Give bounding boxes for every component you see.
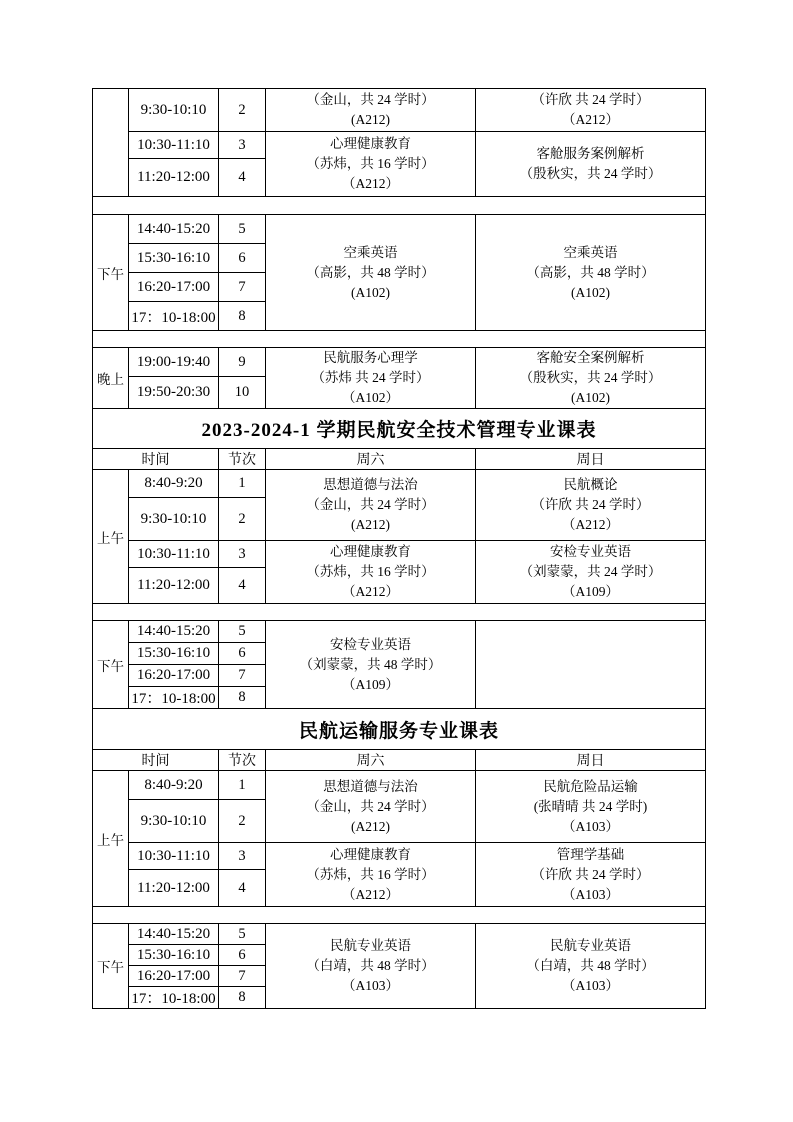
course-line: 安检专业英语 — [330, 636, 411, 652]
slot-cell: 8 — [219, 987, 266, 1009]
course-line: （A212） — [342, 176, 399, 191]
time-cell: 14:40-15:20 — [129, 621, 219, 643]
time-cell: 17：10-18:00 — [129, 987, 219, 1009]
course-cell-saturday — [266, 771, 476, 843]
time-cell: 11:20-12:00 — [129, 568, 219, 604]
course-line: （许欣 共 24 学时） — [531, 866, 650, 882]
table-row — [93, 89, 706, 132]
column-header-sunday: 周日 — [476, 750, 706, 771]
course-cell-saturday — [266, 924, 476, 1009]
slot-cell: 6 — [219, 244, 266, 273]
slot-cell: 5 — [219, 621, 266, 643]
course-line: （A212） — [342, 584, 399, 599]
slot-cell: 6 — [219, 945, 266, 966]
course-cell-sunday-empty — [476, 621, 706, 709]
slot-cell: 10 — [219, 377, 266, 409]
course-line: （白靖，共 48 学时） — [306, 958, 435, 973]
spacer-row — [93, 907, 706, 924]
period-cell-empty — [93, 89, 129, 197]
course-line: (A102) — [571, 390, 610, 405]
period-cell-evening: 晚上 — [93, 348, 129, 409]
course-line: 民航危险品运输 — [543, 778, 638, 794]
course-line: 思想道德与法治 — [323, 477, 418, 492]
slot-cell: 9 — [219, 348, 266, 377]
schedule-table — [92, 88, 706, 1009]
spacer-row — [93, 331, 706, 348]
table-row — [93, 470, 706, 498]
course-line: （金山，共 24 学时） — [306, 497, 435, 512]
course-line: 管理学基础 — [556, 846, 625, 862]
table-row — [93, 843, 706, 870]
course-line: （殷秋实，共 24 学时） — [519, 370, 662, 385]
course-line: (A212) — [351, 517, 390, 532]
time-cell: 19:00-19:40 — [129, 348, 219, 377]
course-line: 客舱服务案例解析 — [536, 146, 645, 161]
time-cell: 15:30-16:10 — [129, 244, 219, 273]
slot-cell: 4 — [219, 870, 266, 907]
course-cell-saturday — [266, 621, 476, 709]
course-line: 心理健康教育 — [330, 846, 411, 862]
time-cell: 8:40-9:20 — [129, 771, 219, 800]
time-cell: 16:20-17:00 — [129, 665, 219, 687]
slot-cell: 1 — [219, 771, 266, 800]
course-line: （A212） — [562, 517, 619, 532]
course-line: （金山，共 24 学时） — [306, 798, 435, 814]
course-line: (A212) — [351, 112, 390, 127]
course-cell-sunday — [476, 924, 706, 1009]
column-header-saturday: 周六 — [266, 449, 476, 470]
course-cell-saturday — [266, 215, 476, 331]
schedule-title-transport: 民航运输服务专业课表 — [93, 709, 706, 750]
spacer-row — [93, 604, 706, 621]
time-cell: 9:30-10:10 — [129, 498, 219, 541]
column-header-saturday: 周六 — [266, 750, 476, 771]
course-cell-sunday — [476, 843, 706, 907]
course-line: （A103） — [562, 886, 619, 902]
course-line: （苏炜，共 16 学时） — [306, 564, 435, 579]
slot-cell: 5 — [219, 215, 266, 244]
time-cell: 15:30-16:10 — [129, 945, 219, 966]
course-cell-sunday — [476, 541, 706, 604]
time-cell: 16:20-17:00 — [129, 966, 219, 987]
course-line: （A103） — [342, 978, 399, 993]
course-line: （A103） — [562, 818, 619, 834]
spacer-cell — [93, 331, 706, 348]
course-line: 心理健康教育 — [330, 544, 411, 559]
spacer-cell — [93, 197, 706, 215]
course-line: （A109） — [562, 584, 619, 599]
slot-cell: 8 — [219, 302, 266, 331]
course-line: （A212） — [342, 886, 399, 902]
table-row — [93, 215, 706, 244]
course-line: (A102) — [571, 284, 610, 300]
course-line: （殷秋实，共 24 学时） — [519, 166, 662, 181]
slot-cell: 4 — [219, 159, 266, 197]
course-line: (A102) — [351, 284, 390, 300]
course-line: （苏炜 共 24 学时） — [311, 370, 430, 385]
time-cell: 9:30-10:10 — [129, 89, 219, 132]
time-cell: 10:30-11:10 — [129, 843, 219, 870]
course-line: （刘蒙蒙，共 48 学时） — [299, 656, 442, 672]
title-row — [93, 409, 706, 449]
slot-cell: 2 — [219, 498, 266, 541]
title-row — [93, 709, 706, 750]
slot-cell: 6 — [219, 643, 266, 665]
course-line: （A212） — [562, 112, 619, 127]
period-cell-afternoon: 下午 — [93, 215, 129, 331]
course-line: 空乘英语 — [343, 244, 398, 260]
course-line: 空乘英语 — [563, 244, 618, 260]
table-row — [93, 771, 706, 800]
period-cell-afternoon: 下午 — [93, 924, 129, 1009]
course-cell-saturday — [266, 843, 476, 907]
table-row — [93, 132, 706, 159]
period-cell-afternoon: 下午 — [93, 621, 129, 709]
time-cell: 10:30-11:10 — [129, 541, 219, 568]
time-cell: 17：10-18:00 — [129, 302, 219, 331]
course-cell-saturday — [266, 541, 476, 604]
column-header-time: 时间 — [93, 750, 219, 771]
course-cell-sunday — [476, 132, 706, 197]
slot-cell: 5 — [219, 924, 266, 945]
column-header-sunday: 周日 — [476, 449, 706, 470]
course-line: 民航专业英语 — [330, 938, 411, 953]
course-line: 心理健康教育 — [330, 136, 411, 151]
course-line: 民航概论 — [563, 477, 618, 492]
course-line: （高影，共 48 学时） — [306, 264, 435, 280]
course-cell-saturday — [266, 348, 476, 409]
course-cell-saturday — [266, 132, 476, 197]
course-line: （刘蒙蒙，共 24 学时） — [519, 564, 662, 579]
course-line: 安检专业英语 — [550, 544, 631, 559]
course-line: (张晴晴 共 24 学时) — [533, 798, 648, 814]
spacer-cell — [93, 907, 706, 924]
time-cell: 19:50-20:30 — [129, 377, 219, 409]
column-header-time: 时间 — [93, 449, 219, 470]
slot-cell: 7 — [219, 966, 266, 987]
course-cell-sunday — [476, 348, 706, 409]
table-row — [93, 621, 706, 643]
period-cell-morning: 上午 — [93, 470, 129, 604]
course-line: （许欣 共 24 学时） — [531, 92, 650, 107]
course-line: （苏炜，共 16 学时） — [306, 866, 435, 882]
column-header-slot: 节次 — [219, 449, 266, 470]
slot-cell: 2 — [219, 800, 266, 843]
time-cell: 10:30-11:10 — [129, 132, 219, 159]
course-line: （苏炜，共 16 学时） — [306, 156, 435, 171]
slot-cell: 3 — [219, 132, 266, 159]
slot-cell: 7 — [219, 273, 266, 302]
slot-cell: 3 — [219, 541, 266, 568]
time-cell: 11:20-12:00 — [129, 159, 219, 197]
column-header-slot: 节次 — [219, 750, 266, 771]
spacer-row — [93, 197, 706, 215]
course-line: （A103） — [562, 978, 619, 993]
time-cell: 9:30-10:10 — [129, 800, 219, 843]
course-cell-sunday — [476, 215, 706, 331]
spacer-cell — [93, 604, 706, 621]
table-row — [93, 348, 706, 377]
table-row — [93, 541, 706, 568]
course-cell-saturday — [266, 89, 476, 132]
course-cell-saturday — [266, 470, 476, 541]
course-line: 思想道德与法治 — [323, 778, 418, 794]
course-cell-sunday — [476, 470, 706, 541]
time-cell: 11:20-12:00 — [129, 870, 219, 907]
time-cell: 15:30-16:10 — [129, 643, 219, 665]
course-line: （金山，共 24 学时） — [306, 92, 435, 107]
slot-cell: 3 — [219, 843, 266, 870]
table-row — [93, 924, 706, 945]
time-cell: 14:40-15:20 — [129, 215, 219, 244]
course-line: （高影，共 48 学时） — [526, 264, 655, 280]
time-cell: 8:40-9:20 — [129, 470, 219, 498]
course-line: （A109） — [342, 676, 399, 692]
course-line: (A212) — [351, 818, 390, 834]
time-cell: 16:20-17:00 — [129, 273, 219, 302]
course-line: （许欣 共 24 学时） — [531, 497, 650, 512]
slot-cell: 1 — [219, 470, 266, 498]
slot-cell: 4 — [219, 568, 266, 604]
slot-cell: 7 — [219, 665, 266, 687]
course-cell-sunday — [476, 771, 706, 843]
time-cell: 14:40-15:20 — [129, 924, 219, 945]
slot-cell: 2 — [219, 89, 266, 132]
course-line: 民航服务心理学 — [323, 350, 418, 365]
header-row — [93, 750, 706, 771]
period-cell-morning: 上午 — [93, 771, 129, 907]
course-line: 客舱安全案例解析 — [536, 350, 645, 365]
time-cell: 17：10-18:00 — [129, 687, 219, 709]
course-line: 民航专业英语 — [550, 938, 631, 953]
course-cell-sunday — [476, 89, 706, 132]
schedule-title-safety: 2023-2024-1 学期民航安全技术管理专业课表 — [93, 409, 706, 449]
course-line: （白靖，共 48 学时） — [526, 958, 655, 973]
header-row — [93, 449, 706, 470]
slot-cell: 8 — [219, 687, 266, 709]
course-line: （A102） — [342, 390, 399, 405]
